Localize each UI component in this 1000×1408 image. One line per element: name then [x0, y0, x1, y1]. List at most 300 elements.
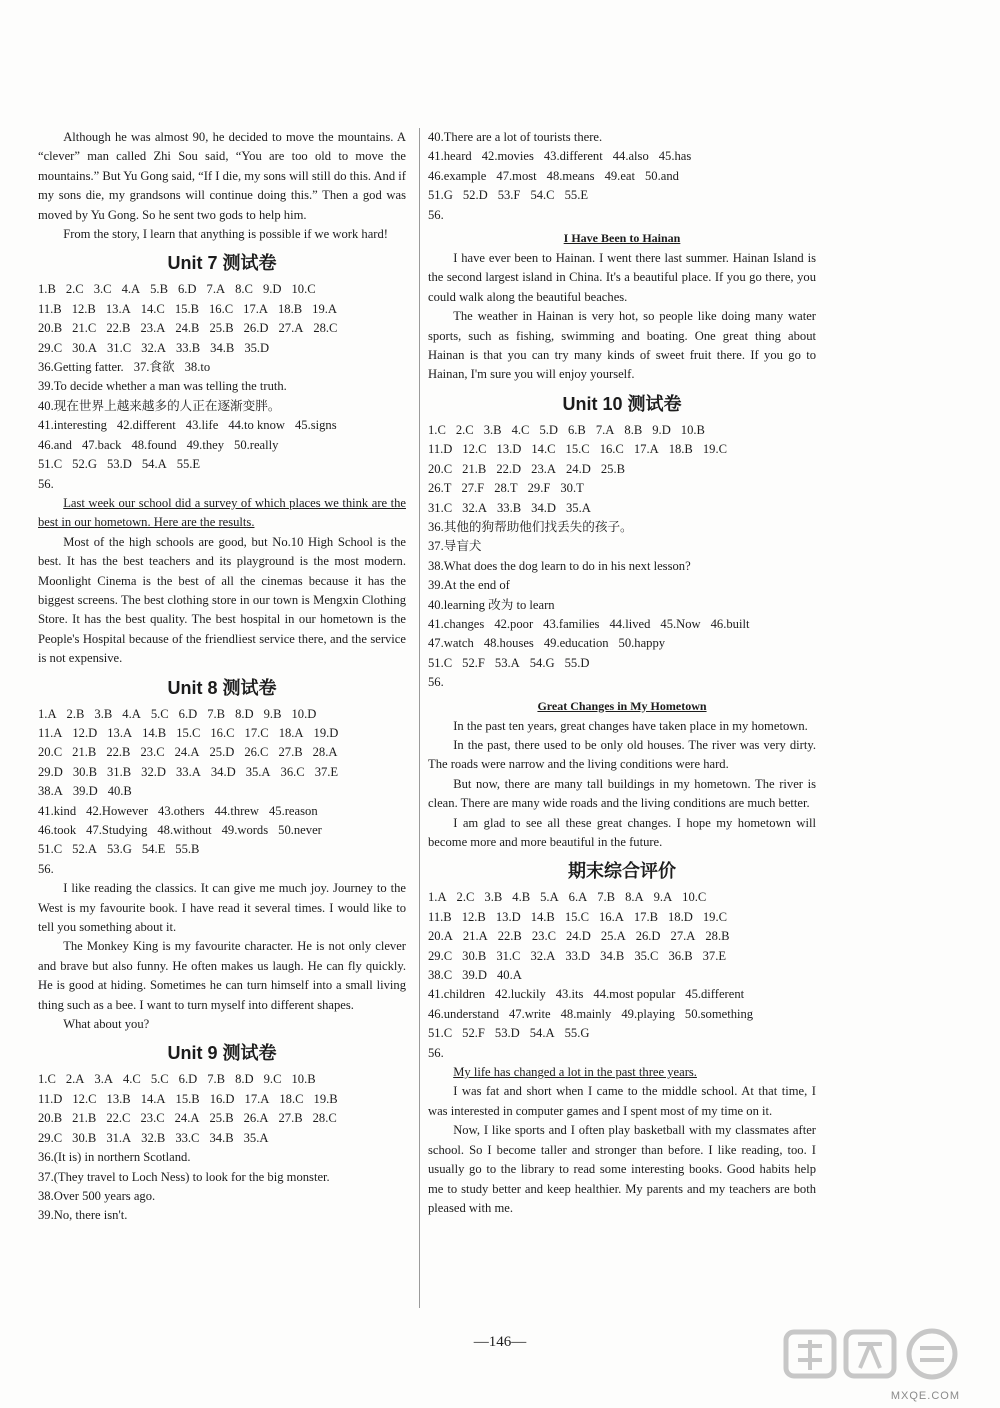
- answer-item: 36.Getting fatter.: [38, 360, 124, 375]
- answer-item: 41.changes: [428, 616, 485, 631]
- answer-item: 14.C: [140, 301, 165, 316]
- answer-item: 12.D: [72, 725, 98, 740]
- answer-item: 47.watch: [428, 636, 474, 651]
- answer-item: 10.C: [682, 890, 707, 905]
- answer-item: 20.C: [38, 745, 63, 760]
- answer-item: 15.C: [176, 725, 201, 740]
- answer-item: 39.D: [72, 784, 98, 799]
- answer-item: 11.D: [428, 442, 453, 457]
- answer-item: 21.A: [462, 929, 488, 944]
- answer-item: 21.B: [72, 745, 97, 760]
- hainan-paragraph: The weather in Hainan is very hot, so people like doing many water sports, such as fishing, swimming and boating. One great thing about Hainan is that you can try many kinds of sweet fruit there. If you go to Hainan, I'm sure you will enjoy yourself.: [428, 309, 816, 382]
- answer-item: 45.signs: [294, 418, 337, 433]
- answer-item: 20.B: [38, 1111, 63, 1126]
- answer-item: 42.However: [86, 803, 149, 818]
- answer-item: 55.G: [564, 1026, 590, 1041]
- answer-item: 30.T: [560, 481, 584, 496]
- answer-row: [38, 724, 406, 743]
- answer-item: 41.interesting: [38, 418, 107, 433]
- answer-item: 37.(They travel to Loch Ness) to look for the big monster.: [38, 1169, 330, 1184]
- answer-item: 34.D: [210, 764, 236, 779]
- answer-item: 5.C: [150, 706, 169, 721]
- answer-item: 32.A: [462, 500, 487, 515]
- answer-item: 13.A: [107, 725, 133, 740]
- final-essay-paragraph: I was fat and short when I came to the middle school. At that time, I was interested in computer games and I spent most of my time on it.: [428, 1084, 816, 1118]
- answer-item: 10.B: [291, 1072, 316, 1087]
- answer-row: [428, 966, 816, 985]
- answer-item: 29.C: [428, 948, 453, 963]
- answer-item: 30.A: [72, 340, 97, 355]
- answer-item: 1.A: [38, 706, 57, 721]
- answer-item: 53.D: [107, 457, 132, 472]
- answer-item: 13.B: [106, 1091, 131, 1106]
- answer-item: 44.to know: [228, 418, 285, 433]
- answer-item: 39.To decide whether a man was telling the truth.: [38, 379, 287, 394]
- answer-row: [38, 1148, 406, 1167]
- answer-item: 51.C: [428, 1026, 453, 1041]
- answer-item: 48.houses: [483, 636, 534, 651]
- answer-item: 48.found: [131, 437, 177, 452]
- answer-item: 19.B: [313, 1091, 338, 1106]
- hometown-paragraph: I am glad to see all these great changes. I hope my hometown will become more and more beautiful in the future.: [428, 815, 816, 849]
- answer-row: [38, 840, 406, 859]
- answer-item: 15.C: [564, 909, 589, 924]
- answer-item: 37.导盲犬: [428, 539, 482, 554]
- answer-item: 43.different: [543, 149, 603, 164]
- answer-row: [38, 782, 406, 801]
- answer-item: 26.T: [428, 481, 452, 496]
- answer-row: [428, 947, 816, 966]
- answer-item: 19.C: [702, 442, 727, 457]
- answer-item: 17.B: [633, 909, 658, 924]
- answer-item: 35.A: [243, 1130, 269, 1145]
- answer-item: 5.C: [150, 1072, 169, 1087]
- answer-item: 12.B: [71, 301, 96, 316]
- answer-item: 28.A: [312, 745, 338, 760]
- answer-item: 9.D: [652, 422, 671, 437]
- answer-item: 50.really: [234, 437, 279, 452]
- answer-item: 6.D: [178, 1072, 198, 1087]
- answer-item: 22.D: [496, 461, 522, 476]
- answer-item: 35.A: [245, 764, 271, 779]
- answer-item: 12.B: [461, 909, 486, 924]
- answer-row: [428, 908, 816, 927]
- answer-item: 6.A: [568, 890, 588, 905]
- answer-item: 51.C: [38, 457, 63, 472]
- answer-item: 20.B: [38, 321, 63, 336]
- answer-item: 54.A: [141, 457, 167, 472]
- final-essay-paragraph: Now, I like sports and I often play basketball with my classmates after school. So I become taller and stronger than before. I like reading, too. I usually go to the library to read some interesting books. Good habits help me to study better and keep healthier. My parents and my teachers are both pleased with me.: [428, 1123, 816, 1215]
- answer-item: 13.A: [105, 301, 131, 316]
- unit8-title: Unit 8 测试卷: [167, 677, 277, 698]
- answer-item: 29.D: [38, 764, 63, 779]
- answer-item: 25.B: [600, 461, 625, 476]
- answer-item: 54.G: [529, 655, 555, 670]
- answer-item: 22.B: [497, 929, 522, 944]
- answer-item: 20.C: [428, 461, 453, 476]
- answer-item: 49.education: [543, 636, 609, 651]
- answer-item: 55.E: [176, 457, 201, 472]
- answer-row: [428, 460, 816, 479]
- answer-item: 44.lived: [609, 616, 651, 631]
- answer-row: [428, 421, 816, 440]
- answer-item: 18.B: [668, 442, 693, 457]
- answer-item: 7.B: [597, 890, 616, 905]
- answer-item: 36.(It is) in northern Scotland.: [38, 1150, 191, 1165]
- answer-row: [38, 705, 406, 724]
- hainan-essay-title: I Have Been to Hainan: [563, 231, 681, 246]
- answer-item: 12.C: [462, 442, 487, 457]
- answer-row: [428, 128, 816, 147]
- answer-item: 40.learning 改为 to learn: [428, 597, 555, 612]
- story-paragraph: Although he was almost 90, he decided to move the mountains. A “clever” man called Zhi Sou said, “You are too old to move the mountains.” But Yu Gong said, “If I die, my sons will still do this. And if my sons die, my grandsons will continue doing this.” Then a god was moved by Yu Gong. So he sent two gods to help him.: [38, 130, 406, 222]
- answer-item: 35.C: [634, 948, 659, 963]
- final-review-title: 期末综合评价: [568, 861, 676, 882]
- answer-item: 16.C: [210, 725, 235, 740]
- answer-row: [428, 576, 816, 595]
- answer-item: 50.never: [278, 823, 322, 837]
- answer-item: 23.A: [140, 321, 166, 336]
- answer-item: 32.B: [141, 1130, 166, 1145]
- answer-item: 18.D: [668, 909, 693, 924]
- answer-item: 15.C: [565, 442, 590, 457]
- answer-item: 8.D: [235, 706, 254, 721]
- answer-row: [38, 1168, 406, 1187]
- page-number: —146—: [473, 1334, 527, 1350]
- answer-item: 22.B: [106, 745, 131, 760]
- answer-item: 52.F: [462, 655, 485, 670]
- final-essay-lead: My life has changed a lot in the past three years.: [453, 1065, 697, 1080]
- answer-item: 8.C: [235, 282, 253, 297]
- answer-item: 24.A: [174, 1111, 200, 1126]
- answer-item: 46.and: [38, 437, 72, 452]
- answer-row: [428, 557, 816, 576]
- answer-item: 3.C: [93, 282, 112, 297]
- answer-item: 11.B: [38, 301, 62, 316]
- answer-item: 26.C: [244, 745, 269, 760]
- answer-item: 34.B: [600, 948, 625, 963]
- answer-item: 49.eat: [604, 168, 635, 183]
- answer-item: 19.D: [313, 725, 339, 740]
- answer-item: 38.A: [38, 784, 63, 799]
- answer-item: 52.D: [462, 188, 488, 203]
- answer-item: 10.C: [291, 282, 316, 297]
- answer-item: 51.C: [428, 655, 453, 670]
- answer-item: 39.No, there isn't.: [38, 1208, 128, 1223]
- answer-item: 47.write: [509, 1006, 551, 1021]
- answer-item: 11.A: [38, 725, 63, 740]
- answer-item: 5.D: [539, 422, 558, 437]
- answer-row: [38, 1090, 406, 1109]
- answer-row: [428, 499, 816, 518]
- answer-row: [428, 479, 816, 498]
- answer-item: 27.F: [461, 481, 485, 496]
- answer-row: [38, 455, 406, 474]
- answer-item: 31.B: [107, 764, 132, 779]
- answer-item: 39.At the end of: [428, 578, 510, 593]
- answer-item: 48.means: [546, 168, 595, 183]
- hometown-paragraph: In the past, there used to be only old houses. The river was very dirty. The roads were narrow and the living conditions were hard.: [428, 737, 816, 772]
- answer-item: 40.A: [497, 968, 522, 983]
- answer-item: 25.B: [209, 321, 234, 336]
- answer-item: 2.C: [455, 422, 474, 437]
- answer-item: 6.B: [567, 422, 586, 437]
- answer-item: 52.F: [462, 1026, 485, 1041]
- answer-item: 50.and: [645, 168, 679, 183]
- unit8-essay-paragraph: I like reading the classics. It can give me much joy. Journey to the West is my favourite book. I have read it several times. I would like to tell you something about it.: [38, 881, 406, 935]
- answer-item: 27.A: [278, 321, 304, 336]
- answer-row: [38, 860, 406, 879]
- answer-item: 24.D: [566, 929, 591, 944]
- answer-item: 18.A: [278, 725, 304, 740]
- answer-row: [38, 300, 406, 319]
- answer-item: 38.to: [184, 360, 211, 375]
- answer-item: 49.words: [221, 823, 269, 837]
- answer-item: 49.they: [186, 437, 225, 452]
- answer-item: 52.G: [72, 457, 97, 472]
- answer-item: 37.E: [314, 764, 339, 779]
- answer-item: 15.B: [175, 1091, 200, 1106]
- answer-item: 21.B: [72, 1111, 97, 1126]
- answer-item: 43.others: [158, 803, 205, 818]
- answer-item: 38.Over 500 years ago.: [38, 1188, 156, 1203]
- answer-item: 8.A: [625, 890, 644, 905]
- answer-row: [428, 537, 816, 556]
- answer-item: 54.A: [529, 1026, 555, 1041]
- answer-row: [428, 167, 816, 186]
- hainan-paragraph: I have ever been to Hainan. I went there last summer. Hainan Island is the second largest island in China. It's a beautiful place. If you go there, you could walk along the beautiful beaches.: [428, 251, 816, 304]
- answer-item: 5.A: [540, 890, 559, 905]
- unit8-essay-paragraph: What about you?: [63, 1017, 150, 1032]
- answer-item: 11.D: [38, 1091, 63, 1106]
- answer-item: 33.B: [497, 500, 522, 515]
- answer-item: 38.C: [428, 968, 453, 983]
- answer-item: 14.A: [140, 1091, 166, 1106]
- answer-item: 34.D: [531, 500, 556, 515]
- unit7-title: Unit 7 测试卷: [167, 253, 277, 274]
- answer-item: 40.B: [107, 784, 132, 799]
- answer-item: 13.D: [495, 909, 521, 924]
- answer-item: 1.C: [428, 422, 446, 437]
- answer-row: [38, 821, 406, 840]
- answer-row: [428, 206, 816, 225]
- answer-item: 40.There are a lot of tourists there.: [428, 130, 603, 144]
- answer-item: 2.B: [66, 706, 85, 721]
- watermark-text: MXQE.COM: [890, 1390, 960, 1402]
- answer-item: 46.understand: [428, 1006, 499, 1021]
- answer-item: 45.Now: [660, 616, 701, 631]
- answer-row: [428, 673, 816, 692]
- answer-item: 44.also: [612, 149, 649, 164]
- answer-item: 36.其他的狗帮助他们找丢失的孩子。: [428, 519, 633, 534]
- answer-item: 46.took: [38, 823, 77, 837]
- answer-item: 44.threw: [214, 803, 259, 818]
- answer-item: 7.B: [207, 706, 226, 721]
- answer-item: 50.something: [684, 1006, 754, 1021]
- answer-item: 23.C: [531, 929, 556, 944]
- answer-item: 4.C: [122, 1072, 141, 1087]
- answer-row: [38, 763, 406, 782]
- answer-item: 6.D: [177, 282, 197, 297]
- unit10-title: Unit 10 测试卷: [562, 393, 682, 414]
- answer-item: 2.C: [456, 890, 475, 905]
- answer-item: 42.poor: [494, 616, 534, 631]
- answer-row: [428, 440, 816, 459]
- answer-item: 14.C: [531, 442, 556, 457]
- answer-row: [38, 1109, 406, 1128]
- answer-item: 43.life: [185, 418, 219, 433]
- answer-item: 31.C: [107, 340, 132, 355]
- answer-item: 22.C: [106, 1111, 131, 1126]
- answer-row: [428, 615, 816, 634]
- answer-item: 34.B: [209, 1130, 234, 1145]
- answer-item: 30.B: [462, 948, 487, 963]
- answer-row: [38, 1070, 406, 1089]
- hometown-essay-title: Great Changes in My Hometown: [537, 698, 707, 713]
- answer-item: 29.F: [527, 481, 551, 496]
- answer-item: 10.B: [680, 422, 705, 437]
- answer-item: 33.C: [175, 1130, 200, 1145]
- answer-item: 54.E: [141, 842, 166, 857]
- answer-item: 25.A: [600, 929, 626, 944]
- answer-item: 31.C: [428, 500, 453, 515]
- answer-item: 22.B: [106, 321, 131, 336]
- answer-item: 53.G: [107, 842, 132, 857]
- unit10-answers: [428, 421, 816, 693]
- answer-item: 48.mainly: [560, 1006, 612, 1021]
- answer-item: 35.A: [566, 500, 591, 515]
- answer-row: [38, 280, 406, 299]
- answer-row: [428, 596, 816, 615]
- answer-item: 41.kind: [38, 803, 77, 818]
- answer-item: 19.C: [702, 909, 727, 924]
- answer-item: 9.A: [653, 890, 673, 905]
- answer-item: 9.B: [263, 706, 282, 721]
- answer-item: 28.T: [494, 481, 518, 496]
- answer-item: 7.B: [207, 1072, 226, 1087]
- answer-item: 26.D: [243, 321, 269, 336]
- answer-item: 21.C: [72, 321, 97, 336]
- answer-row: [428, 1044, 816, 1063]
- answer-item: 41.heard: [428, 149, 472, 164]
- answer-item: 17.C: [244, 725, 269, 740]
- answer-item: 3.B: [94, 706, 113, 721]
- answer-item: 55.E: [564, 188, 589, 203]
- answer-row: [38, 397, 406, 416]
- answer-item: 25.D: [209, 745, 235, 760]
- unit9-title: Unit 9 测试卷: [167, 1043, 277, 1064]
- answer-row: [428, 634, 816, 653]
- answer-item: 32.A: [141, 340, 166, 355]
- answer-item: 24.B: [175, 321, 200, 336]
- answer-item: 3.B: [484, 890, 503, 905]
- answer-item: 26.A: [243, 1111, 269, 1126]
- answer-item: 45.has: [658, 149, 692, 164]
- answer-item: 14.B: [142, 725, 167, 740]
- answer-item: 47.Studying: [86, 823, 148, 837]
- answer-row: [38, 743, 406, 762]
- answer-item: 53.A: [494, 655, 520, 670]
- answer-item: 28.C: [313, 321, 338, 336]
- answer-item: 46.example: [428, 168, 487, 183]
- answer-item: 40.现在世界上越来越多的人正在逐渐变胖。: [38, 398, 281, 413]
- left-column: [38, 128, 406, 1226]
- answer-item: 41.children: [428, 987, 486, 1002]
- answer-row: [428, 654, 816, 673]
- answer-row: [428, 1005, 816, 1024]
- answer-item: 4.C: [511, 422, 530, 437]
- answer-item: 3.A: [94, 1072, 113, 1087]
- answer-item: 18.B: [278, 301, 303, 316]
- answer-item: 27.B: [278, 1111, 303, 1126]
- answer-item: 51.C: [38, 842, 63, 857]
- answer-item: 23.A: [531, 461, 556, 476]
- answer-item: 25.B: [209, 1111, 234, 1126]
- answer-item: 56.: [38, 476, 54, 491]
- answer-item: 35.D: [244, 340, 270, 355]
- answer-item: 43.its: [555, 987, 584, 1002]
- answer-item: 56.: [428, 675, 444, 690]
- answer-item: 15.B: [174, 301, 199, 316]
- answer-item: 24.D: [566, 461, 591, 476]
- answer-item: 16.C: [599, 442, 624, 457]
- answer-row: [38, 358, 406, 377]
- answer-row: [428, 518, 816, 537]
- answer-item: 1.A: [428, 890, 447, 905]
- answer-item: 8.D: [235, 1072, 254, 1087]
- answer-row: [428, 186, 816, 205]
- answer-item: 19.A: [312, 301, 337, 316]
- answer-item: 44.most popular: [593, 987, 676, 1002]
- answer-item: 17.A: [243, 301, 268, 316]
- answer-item: 53.F: [497, 188, 521, 203]
- answer-row: [38, 1129, 406, 1148]
- answer-item: 29.C: [38, 1130, 63, 1145]
- answer-item: 17.A: [633, 442, 659, 457]
- unit7-answers: [38, 280, 406, 493]
- answer-row: [38, 436, 406, 455]
- answer-row: [38, 319, 406, 338]
- answer-item: 27.B: [278, 745, 303, 760]
- unit7-essay-lead: Last week our school did a survey of which places we think are the best in our hometown. Here are the results.: [38, 495, 406, 530]
- answer-row: [428, 147, 816, 166]
- answer-item: 16.A: [599, 909, 624, 924]
- answer-item: 33.D: [565, 948, 591, 963]
- answer-item: 6.D: [178, 706, 198, 721]
- answer-item: 53.D: [494, 1026, 520, 1041]
- answer-item: 13.D: [496, 442, 522, 457]
- answer-item: 18.C: [279, 1091, 304, 1106]
- answer-item: 42.different: [116, 418, 176, 433]
- answer-item: 1.C: [38, 1072, 56, 1087]
- answer-item: 43.families: [543, 616, 600, 631]
- answer-row: [428, 1024, 816, 1043]
- answer-item: 33.A: [176, 764, 201, 779]
- answer-item: 45.different: [685, 987, 745, 1002]
- answer-item: 31.C: [496, 948, 521, 963]
- answer-item: 30.B: [72, 1130, 97, 1145]
- answer-item: 34.B: [210, 340, 235, 355]
- answer-item: 24.A: [174, 745, 200, 760]
- answer-row: [38, 1206, 406, 1225]
- answer-item: 16.C: [209, 301, 234, 316]
- answer-row: [428, 985, 816, 1004]
- answer-item: 11.B: [428, 909, 452, 924]
- answer-item: 20.A: [428, 929, 453, 944]
- answer-item: 33.B: [176, 340, 201, 355]
- answer-row: [38, 802, 406, 821]
- column-divider: [419, 128, 420, 1308]
